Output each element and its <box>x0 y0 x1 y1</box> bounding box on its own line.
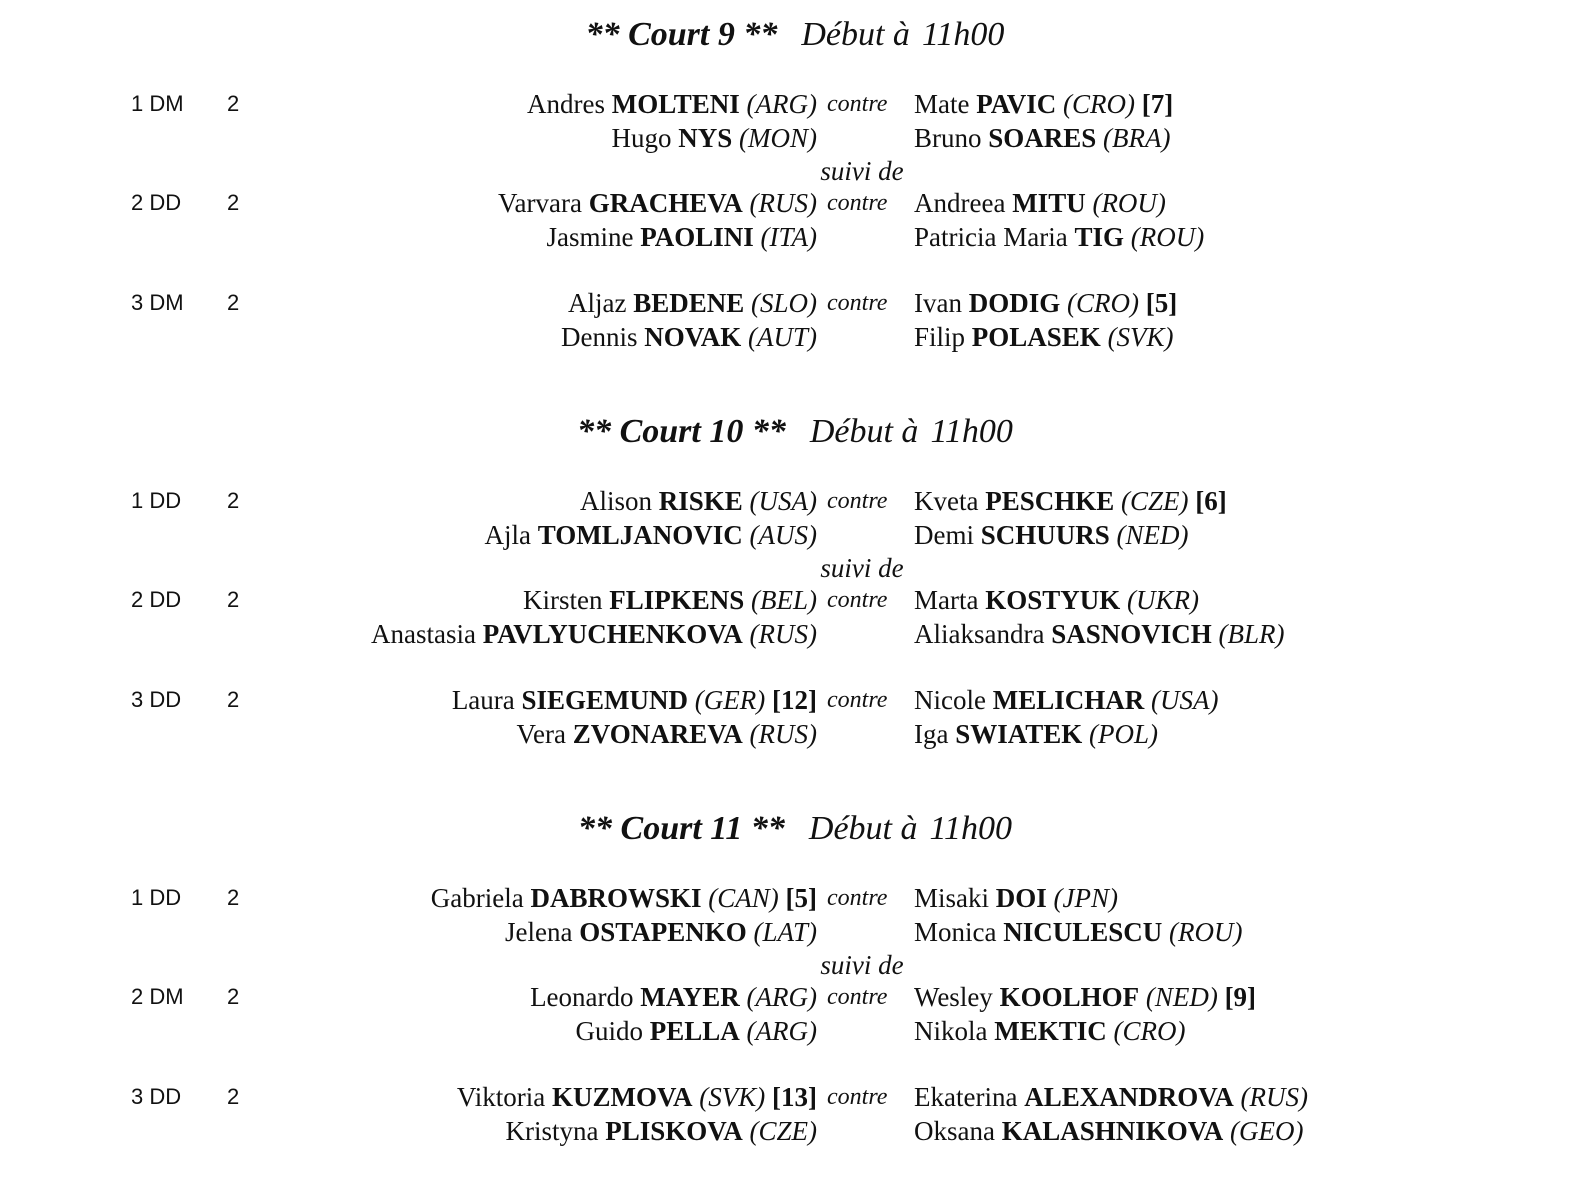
player-surname: SASNOVICH <box>1051 619 1212 649</box>
team-left <box>484 484 817 552</box>
followed-by-label: suivi de <box>820 156 904 186</box>
player-country: (BRA) <box>1103 123 1171 153</box>
court-section <box>0 798 1590 1198</box>
player-seed: [13] <box>772 1082 817 1112</box>
player-country: (CAN) <box>708 883 779 913</box>
player-first-name: Alison <box>579 486 652 516</box>
player-line <box>914 286 1177 320</box>
player-line <box>457 1080 817 1114</box>
player-first-name: Mate <box>914 89 970 119</box>
player-first-name: Nicole <box>914 685 986 715</box>
player-first-name: Kirsten <box>523 585 603 615</box>
team-right <box>914 286 1177 354</box>
team-left <box>371 583 817 651</box>
player-first-name: Viktoria <box>456 1082 546 1112</box>
match-row <box>0 186 1590 256</box>
player-surname: DOI <box>995 883 1047 913</box>
match-round: 2 <box>227 885 240 910</box>
player-country: (NED) <box>1145 982 1218 1012</box>
player-surname: MELICHAR <box>992 685 1145 715</box>
player-country: (CZE) <box>1121 486 1189 516</box>
player-surname: OSTAPENKO <box>579 917 747 947</box>
player-country: (AUT) <box>748 322 817 352</box>
player-first-name: Anastasia <box>370 619 476 649</box>
player-line <box>371 617 817 651</box>
start-label: Début à <box>809 413 919 450</box>
player-surname: NYS <box>678 123 733 153</box>
player-first-name: Jasmine <box>546 222 634 252</box>
player-first-name: Dennis <box>560 322 638 352</box>
player-surname: POLASEK <box>971 322 1101 352</box>
player-line <box>914 1114 1308 1148</box>
player-first-name: Nikola <box>914 1016 988 1046</box>
player-country: (SVK) <box>1107 322 1174 352</box>
court-heading <box>0 413 1590 451</box>
player-first-name: Leonardo <box>530 982 634 1012</box>
player-country: (CRO) <box>1067 288 1139 318</box>
player-country: (ROU) <box>1130 222 1205 252</box>
player-country: (USA) <box>1151 685 1219 715</box>
team-right <box>914 980 1256 1048</box>
player-country: (RUS) <box>1240 1082 1308 1112</box>
player-first-name: Marta <box>914 585 979 615</box>
player-line <box>914 881 1243 915</box>
versus-label: contre <box>827 91 888 117</box>
player-line <box>484 518 817 552</box>
player-first-name: Guido <box>575 1016 643 1046</box>
player-surname: PAOLINI <box>640 222 754 252</box>
player-first-name: Jelena <box>504 917 573 947</box>
versus-label: contre <box>827 1084 888 1110</box>
player-line <box>527 121 817 155</box>
player-line <box>914 87 1173 121</box>
player-surname: MAYER <box>640 982 740 1012</box>
player-seed: [7] <box>1141 89 1174 119</box>
player-country: (ARG) <box>746 89 817 119</box>
match-code: 1 DD <box>131 488 182 513</box>
team-left <box>498 186 817 254</box>
player-line <box>498 220 817 254</box>
versus-label: contre <box>827 687 888 713</box>
player-country: (ARG) <box>746 1016 817 1046</box>
start-time: 11h00 <box>929 810 1012 847</box>
player-country: (ITA) <box>760 222 817 252</box>
player-first-name: Kveta <box>914 486 979 516</box>
player-surname: PAVLYUCHENKOVA <box>482 619 743 649</box>
player-first-name: Ajla <box>484 520 531 550</box>
player-surname: FLIPKENS <box>609 585 745 615</box>
player-first-name: Andreea <box>914 188 1006 218</box>
player-country: (RUS) <box>749 188 817 218</box>
player-line <box>914 583 1284 617</box>
player-first-name: Misaki <box>914 883 990 913</box>
player-line <box>914 683 1218 717</box>
match-code: 1 DM <box>131 91 184 116</box>
player-first-name: Patricia Maria <box>914 222 1068 252</box>
player-line <box>914 186 1204 220</box>
team-left <box>527 87 817 155</box>
start-label: Début à <box>808 810 918 847</box>
player-surname: DABROWSKI <box>530 883 702 913</box>
player-line <box>914 1014 1256 1048</box>
player-surname: GRACHEVA <box>588 188 743 218</box>
player-first-name: Varvara <box>498 188 582 218</box>
player-line <box>914 717 1218 751</box>
player-surname: KUZMOVA <box>552 1082 693 1112</box>
player-line <box>498 186 817 220</box>
player-surname: SCHUURS <box>980 520 1110 550</box>
match-round: 2 <box>227 91 240 116</box>
match-code: 1 DD <box>131 885 182 910</box>
player-first-name: Oksana <box>914 1116 995 1146</box>
player-surname: KOSTYUK <box>985 585 1121 615</box>
match-row <box>0 980 1590 1050</box>
match-code: 2 DD <box>131 587 182 612</box>
player-line <box>561 320 817 354</box>
start-info <box>801 16 1004 53</box>
player-first-name: Bruno <box>914 123 982 153</box>
player-surname: NICULESCU <box>1003 917 1163 947</box>
team-right <box>914 186 1204 254</box>
player-line <box>457 1114 817 1148</box>
match-code: 3 DD <box>131 1084 182 1109</box>
player-country: (ROU) <box>1092 188 1166 218</box>
player-country: (UKR) <box>1127 585 1199 615</box>
match-row <box>0 583 1590 653</box>
team-right <box>914 484 1227 552</box>
player-first-name: Aliaksandra <box>914 619 1045 649</box>
player-line <box>914 980 1256 1014</box>
followed-by-label: suivi de <box>820 950 904 980</box>
team-left <box>452 683 817 751</box>
player-first-name: Aljaz <box>567 288 627 318</box>
player-surname: KALASHNIKOVA <box>1001 1116 1224 1146</box>
court-section <box>0 401 1590 801</box>
court-section <box>0 4 1590 404</box>
match-round: 2 <box>227 290 240 315</box>
player-country: (LAT) <box>753 917 817 947</box>
player-country: (GEO) <box>1230 1116 1304 1146</box>
player-line <box>484 484 817 518</box>
match-round: 2 <box>227 984 240 1009</box>
player-line <box>530 1014 817 1048</box>
player-country: (ARG) <box>746 982 817 1012</box>
court-heading <box>0 810 1590 848</box>
player-line <box>452 717 817 751</box>
versus-label: contre <box>827 488 888 514</box>
player-line <box>914 518 1227 552</box>
start-time: 11h00 <box>930 413 1013 450</box>
match-code: 2 DD <box>131 190 182 215</box>
player-country: (POL) <box>1089 719 1159 749</box>
team-right <box>914 1080 1308 1148</box>
match-code: 3 DD <box>131 687 182 712</box>
player-country: (CZE) <box>749 1116 817 1146</box>
player-surname: MITU <box>1012 188 1086 218</box>
player-surname: TIG <box>1074 222 1124 252</box>
player-surname: ALEXANDROVA <box>1024 1082 1234 1112</box>
match-round: 2 <box>227 687 240 712</box>
player-line <box>914 915 1243 949</box>
versus-label: contre <box>827 290 888 316</box>
versus-label: contre <box>827 984 888 1010</box>
player-surname: DODIG <box>968 288 1061 318</box>
player-surname: MOLTENI <box>611 89 740 119</box>
match-row <box>0 484 1590 554</box>
player-country: (ROU) <box>1169 917 1243 947</box>
versus-label: contre <box>827 587 888 613</box>
versus-label: contre <box>827 190 888 216</box>
player-line <box>914 1080 1308 1114</box>
court-heading <box>0 16 1590 54</box>
player-first-name: Filip <box>914 322 966 352</box>
match-round: 2 <box>227 190 240 215</box>
player-surname: NOVAK <box>644 322 742 352</box>
player-first-name: Laura <box>451 685 515 715</box>
match-round: 2 <box>227 488 240 513</box>
player-first-name: Iga <box>914 719 949 749</box>
player-line <box>527 87 817 121</box>
player-surname: SIEGEMUND <box>521 685 689 715</box>
team-left <box>457 1080 817 1148</box>
player-line <box>431 881 817 915</box>
player-country: (SVK) <box>699 1082 766 1112</box>
player-seed: [5] <box>785 883 817 913</box>
match-round: 2 <box>227 587 240 612</box>
player-first-name: Ekaterina <box>914 1082 1018 1112</box>
team-right <box>914 583 1284 651</box>
start-label: Début à <box>801 16 910 53</box>
player-first-name: Ivan <box>914 288 962 318</box>
player-first-name: Kristyna <box>505 1116 599 1146</box>
versus-label: contre <box>827 885 888 911</box>
team-right <box>914 881 1243 949</box>
player-line <box>371 583 817 617</box>
team-right <box>914 683 1218 751</box>
player-line <box>914 121 1173 155</box>
player-seed: [5] <box>1145 288 1178 318</box>
player-country: (RUS) <box>749 619 817 649</box>
player-country: (BLR) <box>1218 619 1285 649</box>
player-surname: RISKE <box>658 486 743 516</box>
player-line <box>530 980 817 1014</box>
player-first-name: Hugo <box>611 123 672 153</box>
player-country: (USA) <box>749 486 817 516</box>
player-country: (JPN) <box>1053 883 1118 913</box>
match-row <box>0 286 1590 356</box>
player-line <box>914 617 1284 651</box>
court-title: ** Court 9 ** <box>585 16 778 53</box>
player-first-name: Vera <box>516 719 567 749</box>
match-row <box>0 881 1590 951</box>
match-row <box>0 683 1590 753</box>
match-code: 2 DM <box>131 984 184 1009</box>
player-surname: PLISKOVA <box>605 1116 743 1146</box>
player-surname: BEDENE <box>633 288 745 318</box>
player-line <box>914 320 1177 354</box>
match-round: 2 <box>227 1084 240 1109</box>
player-country: (RUS) <box>749 719 817 749</box>
player-surname: SOARES <box>988 123 1097 153</box>
team-left <box>561 286 817 354</box>
player-country: (AUS) <box>749 520 817 550</box>
player-line <box>914 220 1204 254</box>
player-first-name: Monica <box>914 917 997 947</box>
player-surname: PESCHKE <box>985 486 1115 516</box>
player-surname: SWIATEK <box>955 719 1083 749</box>
match-row <box>0 1080 1590 1150</box>
player-first-name: Demi <box>914 520 974 550</box>
team-left <box>431 881 817 949</box>
player-surname: PAVIC <box>976 89 1057 119</box>
player-first-name: Gabriela <box>430 883 524 913</box>
court-title: ** Court 10 ** <box>577 413 786 450</box>
player-country: (GER) <box>694 685 766 715</box>
match-code: 3 DM <box>131 290 184 315</box>
player-country: (MON) <box>739 123 817 153</box>
player-country: (BEL) <box>751 585 817 615</box>
player-country: (SLO) <box>751 288 817 318</box>
player-seed: [12] <box>772 685 817 715</box>
court-title: ** Court 11 ** <box>578 810 785 847</box>
player-country: (NED) <box>1116 520 1189 550</box>
player-surname: PELLA <box>649 1016 740 1046</box>
player-country: (CRO) <box>1063 89 1135 119</box>
player-surname: TOMLJANOVIC <box>537 520 743 550</box>
player-line <box>431 915 817 949</box>
player-line <box>561 286 817 320</box>
player-surname: ZVONAREVA <box>572 719 743 749</box>
player-first-name: Andres <box>527 89 605 119</box>
start-info <box>810 413 1013 450</box>
player-first-name: Wesley <box>914 982 993 1012</box>
player-line <box>914 484 1227 518</box>
team-right <box>914 87 1173 155</box>
player-seed: [9] <box>1224 982 1257 1012</box>
start-time: 11h00 <box>921 16 1005 53</box>
player-surname: KOOLHOF <box>999 982 1140 1012</box>
player-country: (CRO) <box>1113 1016 1186 1046</box>
team-left <box>530 980 817 1048</box>
player-seed: [6] <box>1195 486 1227 516</box>
match-row <box>0 87 1590 157</box>
start-info <box>809 810 1012 847</box>
player-surname: MEKTIC <box>994 1016 1107 1046</box>
player-line <box>452 683 817 717</box>
followed-by-label: suivi de <box>820 553 904 583</box>
